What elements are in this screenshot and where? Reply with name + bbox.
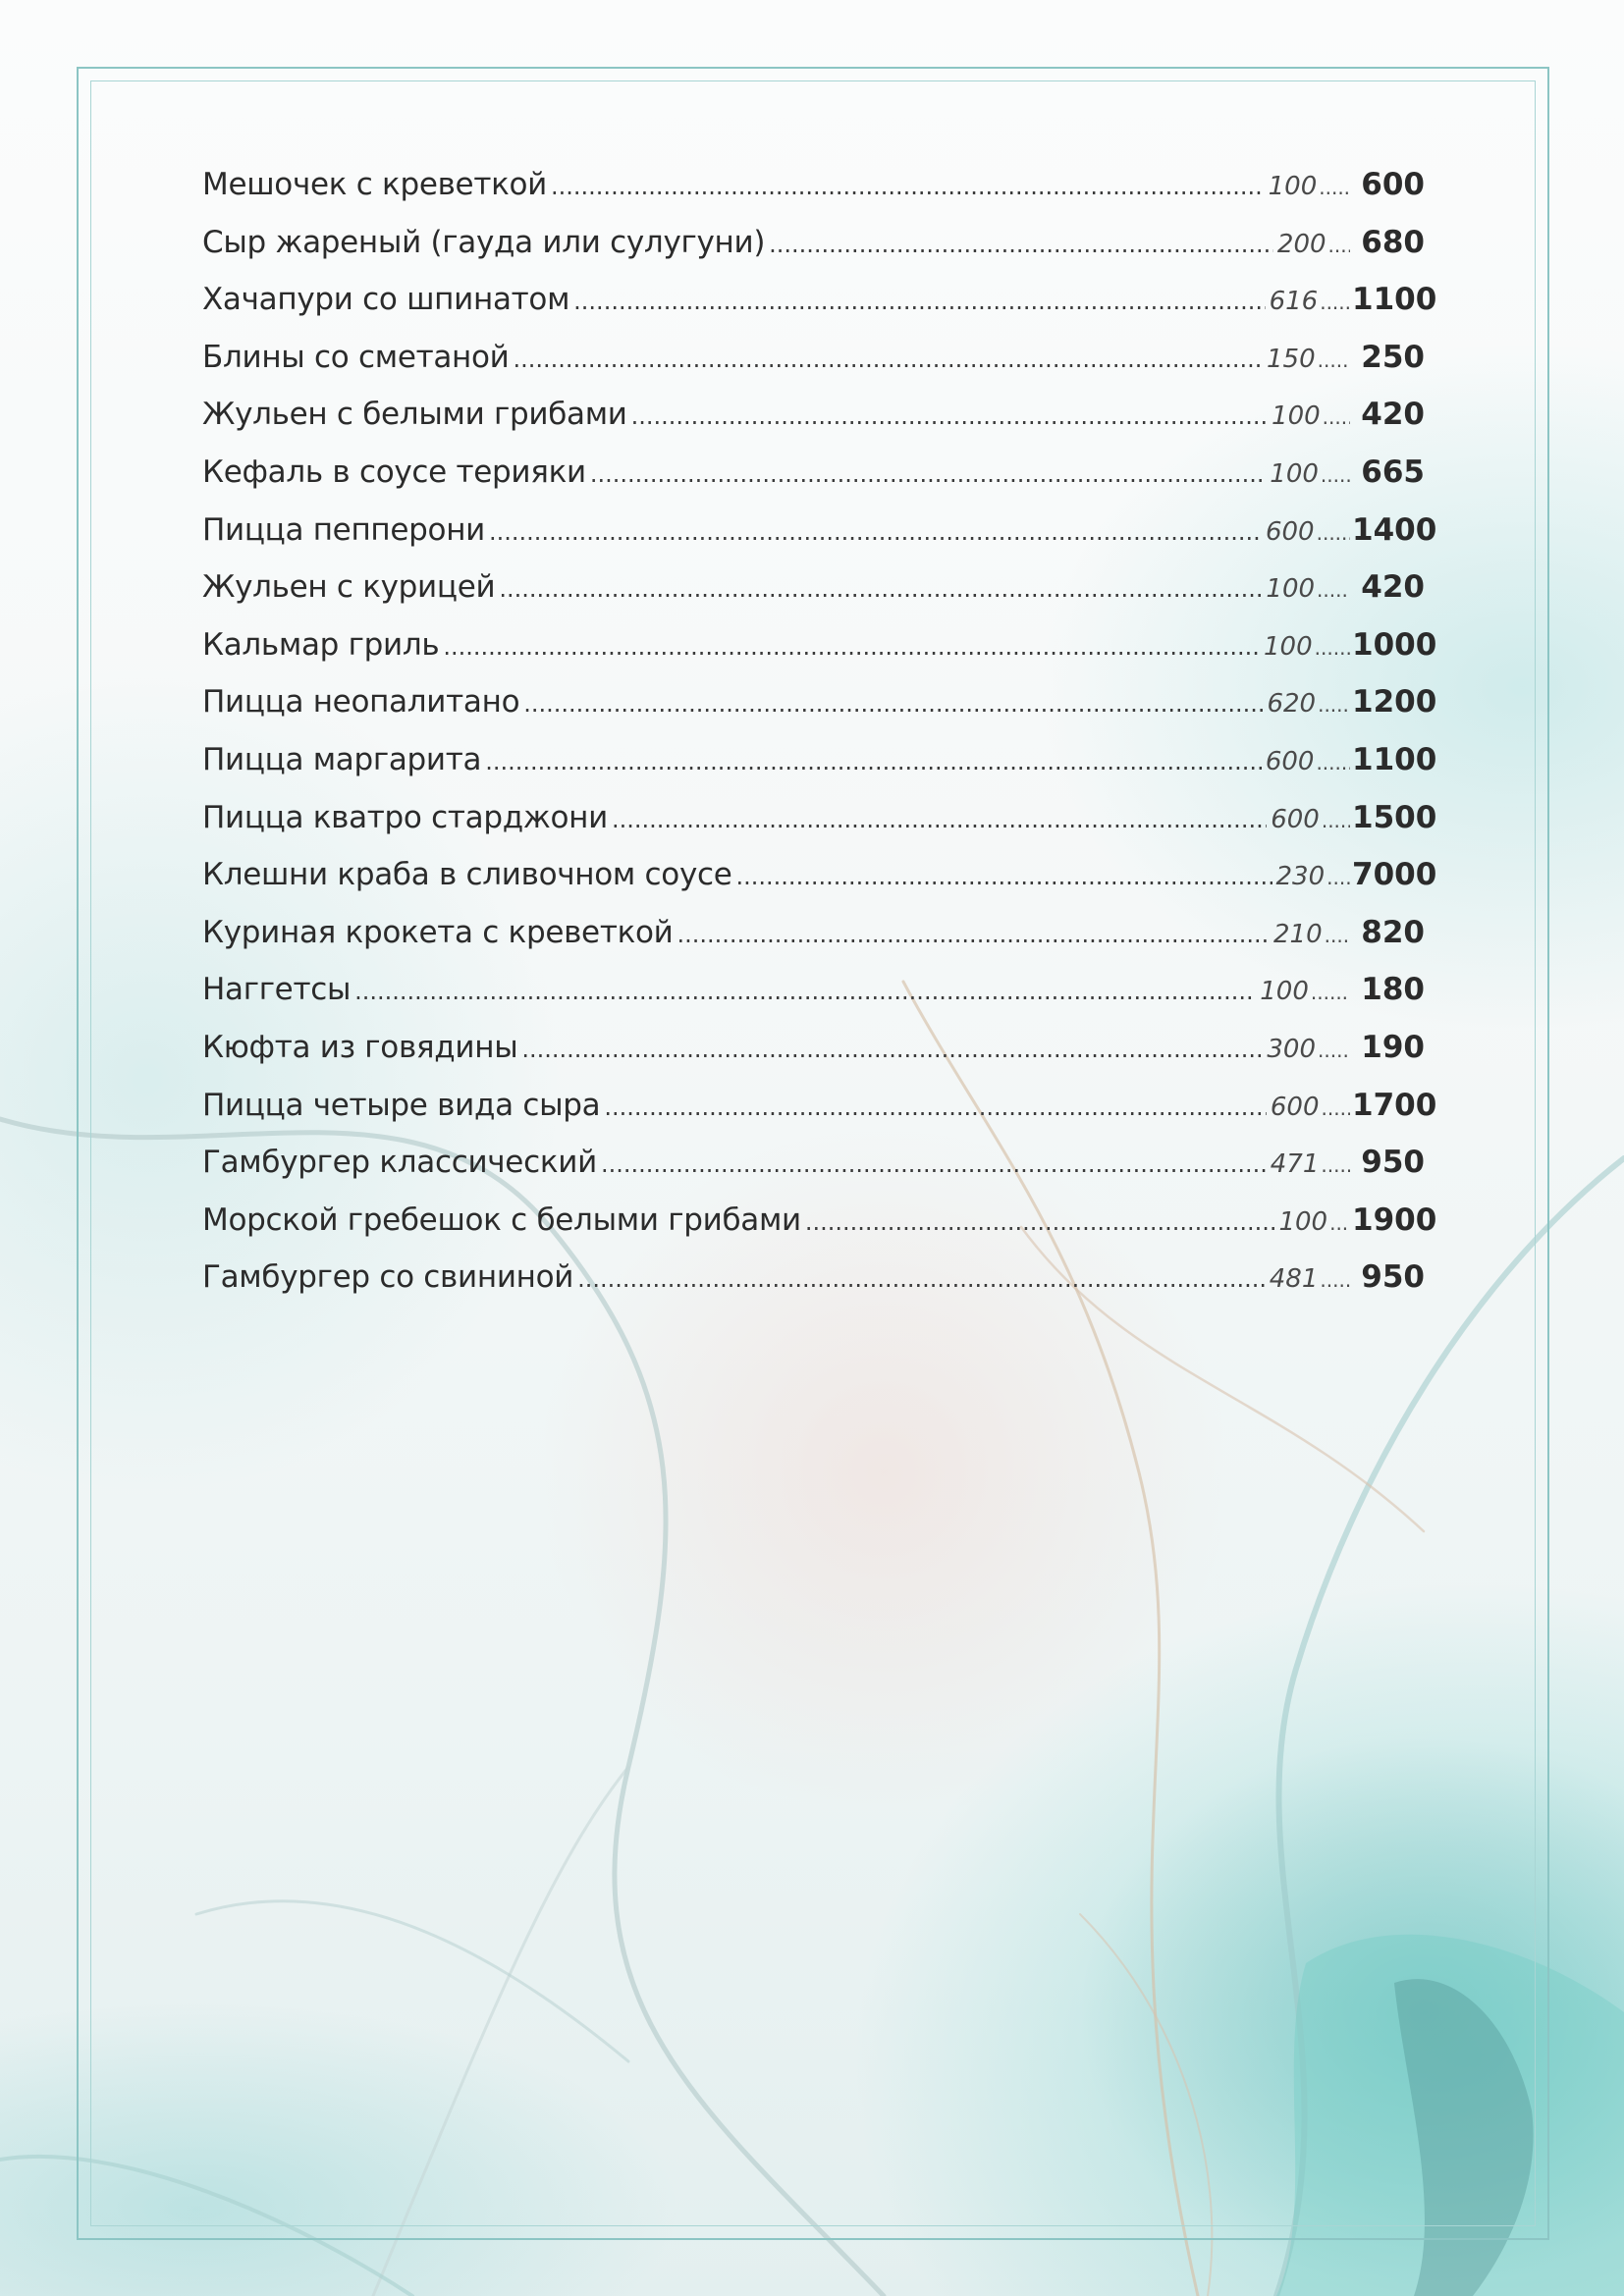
- item-price: 600: [1361, 167, 1425, 202]
- menu-item: [202, 225, 1425, 283]
- dot-leader: [612, 806, 1267, 833]
- dot-leader: [485, 748, 1262, 775]
- item-weight: 100: [1264, 631, 1313, 662]
- menu-item: [202, 167, 1425, 225]
- dot-leader: [499, 575, 1262, 603]
- dot-leader: [1322, 1096, 1350, 1120]
- item-weight: 200: [1276, 229, 1326, 259]
- item-name: Гамбургер классический: [202, 1145, 597, 1181]
- dot-leader: [1311, 981, 1350, 1004]
- menu-item: [202, 454, 1425, 512]
- menu-item: [202, 340, 1425, 398]
- menu-item: [202, 684, 1437, 742]
- dot-leader: [631, 402, 1268, 430]
- dot-leader: [1318, 1039, 1350, 1062]
- item-name: Сыр жареный (гауда или сулугуни): [202, 224, 766, 260]
- dot-leader: [1328, 234, 1350, 257]
- dot-leader: [1325, 924, 1350, 947]
- item-weight: 616: [1269, 287, 1319, 317]
- item-price: 1500: [1352, 799, 1437, 835]
- dot-leader: [521, 1036, 1263, 1063]
- item-price: 1100: [1352, 282, 1437, 318]
- dot-leader: [1320, 1268, 1350, 1292]
- item-price: 950: [1361, 1145, 1425, 1181]
- item-weight: 600: [1270, 1092, 1320, 1122]
- menu-item: [202, 626, 1437, 685]
- dot-leader: [1320, 291, 1350, 314]
- item-price: 1200: [1352, 684, 1437, 721]
- item-weight: 230: [1275, 862, 1326, 892]
- dot-leader: [1326, 866, 1350, 889]
- item-weight: 600: [1271, 804, 1320, 834]
- item-name: Жульен с курицей: [202, 569, 496, 606]
- item-name: Мешочек с креветкой: [202, 167, 548, 202]
- dot-leader: [489, 518, 1262, 546]
- item-name: Хачапури со шпинатом: [202, 282, 570, 318]
- item-weight: 100: [1278, 1206, 1328, 1237]
- item-price: 180: [1361, 972, 1425, 1008]
- item-weight: 100: [1260, 977, 1309, 1007]
- menu-item: [202, 511, 1437, 570]
- item-name: Куриная крокета с креветкой: [202, 914, 674, 950]
- item-price: 420: [1361, 397, 1425, 433]
- item-price: 1000: [1352, 626, 1437, 663]
- menu-item: [202, 741, 1437, 800]
- item-name: Пицца кватро старджони: [202, 799, 608, 835]
- dot-leader: [514, 346, 1263, 373]
- dot-leader: [577, 1265, 1266, 1293]
- dot-leader: [736, 863, 1272, 890]
- item-price: 190: [1361, 1029, 1425, 1065]
- dot-leader: [443, 633, 1260, 661]
- menu-item: [202, 799, 1437, 858]
- menu-item: [202, 1259, 1425, 1317]
- item-price: 680: [1361, 224, 1425, 260]
- dot-leader: [1329, 1211, 1350, 1235]
- dot-leader: [1317, 578, 1350, 602]
- item-name: Кюфта из говядины: [202, 1029, 518, 1065]
- dot-leader: [1321, 463, 1350, 487]
- dot-leader: [1321, 1153, 1350, 1177]
- menu-item: [202, 972, 1425, 1030]
- dot-leader: [1317, 521, 1350, 545]
- item-weight: 620: [1267, 689, 1317, 720]
- item-price: 1400: [1352, 511, 1437, 548]
- item-name: Гамбургер со свининой: [202, 1259, 574, 1296]
- menu-item: [202, 1145, 1425, 1202]
- item-name: Пицца неопалитано: [202, 684, 520, 721]
- item-weight: 100: [1268, 172, 1318, 201]
- item-weight: 471: [1270, 1149, 1320, 1180]
- dot-leader: [1319, 176, 1350, 199]
- item-name: Кальмар гриль: [202, 626, 440, 663]
- item-weight: 100: [1270, 458, 1319, 489]
- item-weight: 100: [1272, 401, 1321, 432]
- item-price: 665: [1361, 454, 1425, 490]
- item-weight: 600: [1265, 516, 1315, 547]
- item-name: Пицца пепперони: [202, 511, 486, 548]
- item-price: 1100: [1352, 741, 1437, 777]
- dot-leader: [805, 1208, 1275, 1236]
- menu-item: [202, 282, 1437, 340]
- menu-list: [202, 167, 1437, 1317]
- dot-leader: [573, 288, 1265, 315]
- dot-leader: [354, 978, 1256, 1005]
- item-price: 420: [1361, 569, 1425, 606]
- item-price: 1900: [1352, 1201, 1437, 1238]
- item-price: 7000: [1352, 857, 1437, 893]
- item-name: Блины со сметаной: [202, 339, 510, 375]
- menu-item: [202, 397, 1425, 454]
- item-name: Наггетсы: [202, 972, 352, 1008]
- item-name: Жульен с белыми грибами: [202, 397, 627, 433]
- item-price: 950: [1361, 1259, 1425, 1296]
- dot-leader: [601, 1150, 1267, 1178]
- item-weight: 481: [1269, 1264, 1319, 1295]
- dot-leader: [1323, 405, 1350, 429]
- menu-item: [202, 915, 1425, 973]
- menu-item: [202, 569, 1425, 627]
- item-price: 250: [1361, 339, 1425, 375]
- menu-item: [202, 1201, 1437, 1260]
- item-name: Кефаль в соусе терияки: [202, 454, 586, 490]
- menu-item: [202, 1087, 1437, 1146]
- menu-item: [202, 1030, 1425, 1088]
- dot-leader: [769, 231, 1273, 258]
- item-name: Пицца четыре вида сыра: [202, 1087, 601, 1123]
- dot-leader: [590, 460, 1266, 488]
- dot-leader: [677, 921, 1270, 948]
- item-name: Морской гребешок с белыми грибами: [202, 1201, 801, 1238]
- dot-leader: [1316, 751, 1350, 774]
- item-weight: 100: [1266, 574, 1316, 605]
- dot-leader: [1322, 809, 1350, 832]
- item-weight: 210: [1272, 919, 1323, 949]
- dot-leader: [1318, 693, 1350, 717]
- dot-leader: [604, 1094, 1267, 1121]
- item-price: 1700: [1352, 1087, 1437, 1123]
- dot-leader: [1315, 636, 1350, 660]
- item-name: Клешни краба в сливочном соусе: [202, 857, 732, 893]
- menu-item: [202, 857, 1437, 915]
- dot-leader: [523, 690, 1263, 718]
- dot-leader: [551, 173, 1265, 200]
- item-weight: 150: [1267, 344, 1316, 374]
- item-name: Пицца маргарита: [202, 741, 482, 777]
- item-price: 820: [1361, 914, 1425, 950]
- item-weight: 300: [1267, 1034, 1317, 1064]
- item-weight: 600: [1265, 746, 1315, 776]
- dot-leader: [1318, 348, 1350, 372]
